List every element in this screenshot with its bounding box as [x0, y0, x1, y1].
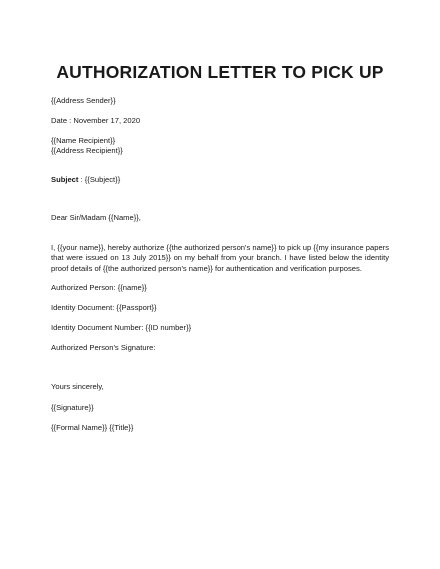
formal-name-title: {{Formal Name}} {{Title}} [51, 423, 134, 432]
address-recipient: {{Address Recipient}} [51, 146, 123, 155]
signature-line: Authorized Person's Signature: [51, 343, 156, 352]
address-sender: {{Address Sender}} [51, 96, 116, 105]
subject-label: Subject [51, 175, 79, 184]
subject-value: : {{Subject}} [78, 175, 121, 184]
letter-title: AUTHORIZATION LETTER TO PICK UP [56, 62, 384, 82]
name-recipient: {{Name Recipient}} [51, 136, 116, 145]
identity-document: Identity Document: {{Passport}} [51, 303, 157, 312]
letter-date: Date : November 17, 2020 [51, 116, 141, 125]
closing: Yours sincerely, [51, 382, 104, 391]
body-paragraph: I, {{your name}}, hereby authorize {{the authorized person's name}} to pick up {{my insurance papers that were issued on 13 July 2015}} on my behalf from your branch. I have listed below the identity proof details of {{the authorized person's name}} for authentication and verification purposes. [51, 243, 389, 273]
identity-document-number: Identity Document Number: {{ID number}} [51, 323, 192, 332]
subject-line [51, 175, 120, 185]
authorized-person: Authorized Person: {{name}} [51, 283, 147, 292]
signature-placeholder: {{Signature}} [51, 403, 94, 412]
salutation: Dear Sir/Madam {{Name}}, [51, 213, 141, 222]
